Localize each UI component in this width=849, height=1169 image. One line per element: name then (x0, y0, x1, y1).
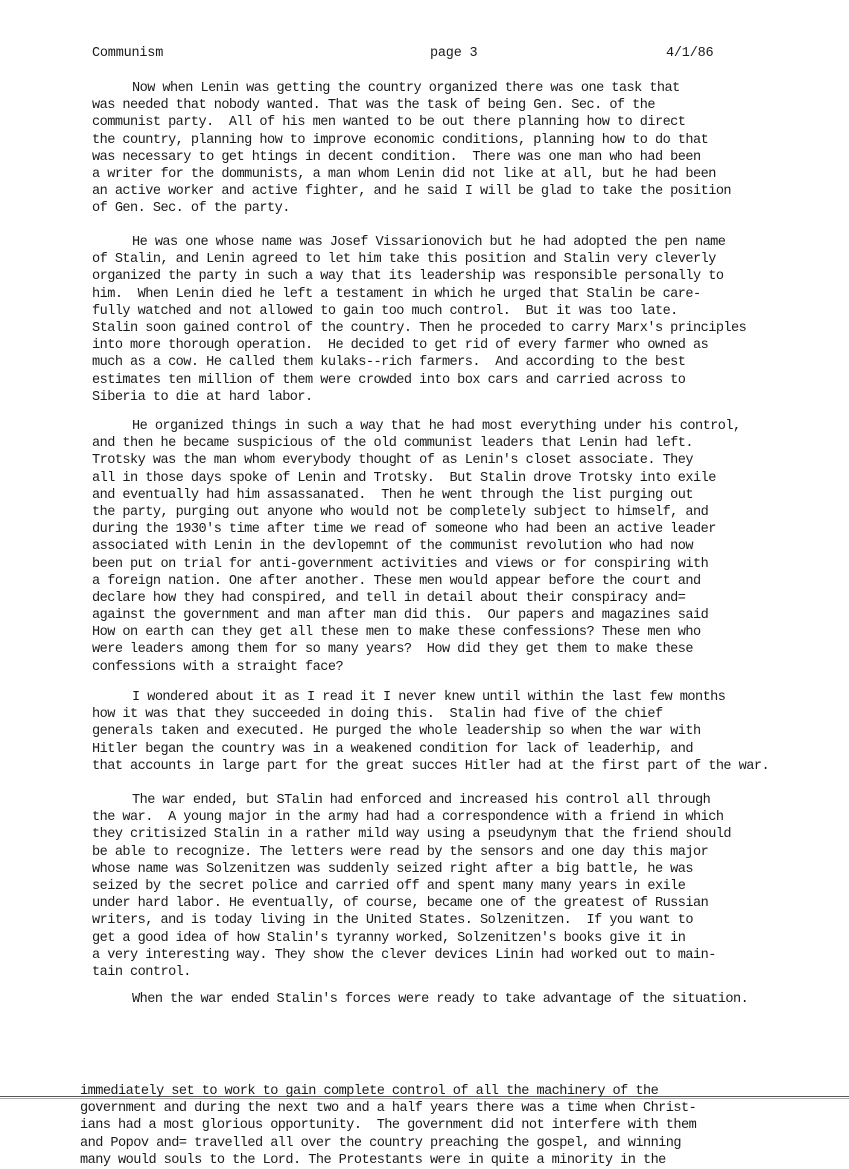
text-line: The war ended, but STalin had enforced and increased his control all through (132, 793, 711, 808)
text-line: I wondered about it as I read it I never knew until within the last few months (132, 690, 726, 705)
text-line: organized the party in such a way that its leadership was responsible personally to (92, 269, 724, 285)
text-line: a very interesting way. They show the clever devices Linin had worked out to main- (92, 947, 716, 963)
text-line: How on earth can they get all these men to make these confessions? These men who (92, 625, 701, 641)
text-line: whose name was Solzenitzen was suddenly seized right after a big battle, he was (92, 861, 693, 877)
text-line: an active worker and active fighter, and he said I will be glad to take the position (92, 184, 732, 200)
text-line: was needed that nobody wanted. That was the task of being Gen. Sec. of the (92, 98, 655, 114)
text-line: against the government and man after man did this. Our papers and magazines said (92, 608, 709, 624)
text-line: He organized things in such a way that he had most everything under his control, (132, 419, 741, 434)
text-line: When the war ended Stalin's forces were ready to take advantage of the situation. (132, 992, 749, 1007)
text-line: during the 1930's time after time we read of someone who had been an active leader (92, 522, 716, 538)
text-line: much as a cow. He called them kulaks--rich farmers. And according to the best (92, 355, 686, 371)
text-line: Now when Lenin was getting the country organized there was one task that (132, 81, 680, 96)
text-line: declare how they had conspired, and tell in detail about their conspiracy and= (92, 590, 686, 606)
text-line: Siberia to die at hard labor. (92, 389, 313, 405)
text-line: were leaders among them for so many years? How did they get them to make these (92, 642, 693, 658)
text-line: be able to recognize. The letters were read by the sensors and one day this major (92, 844, 709, 860)
text-line: the war. A young major in the army had had a correspondence with a friend in which (92, 810, 724, 826)
text-line: He was one whose name was Josef Vissarionovich but he had adopted the pen name (132, 235, 726, 250)
paragraph (92, 418, 741, 676)
text-line: him. When Lenin died he left a testament in which he urged that Stalin be care- (92, 286, 701, 302)
text-line: and Popov and= travelled all over the country preaching the gospel, and winning (80, 1135, 681, 1151)
text-line: been put on trial for anti-government activities and views or for conspiring with (92, 556, 709, 572)
text-line: of Stalin, and Lenin agreed to let him take this position and Stalin very cleverly (92, 252, 716, 268)
text-line: associated with Lenin in the devlopemnt of the communist revolution who had now (92, 539, 693, 555)
text-line: estimates ten million of them were crowded into box cars and carried across to (92, 372, 686, 388)
text-line: many would souls to the Lord. The Protestants were in quite a minority in the (80, 1152, 666, 1168)
text-line: confessions with a straight face? (92, 659, 344, 675)
header-date: 4/1/86 (666, 46, 714, 61)
text-line: get a good idea of how Stalin's tyranny worked, Solzenitzen's books give it in (92, 930, 686, 946)
text-line: ians had a most glorious opportunity. The government did not interfere with them (80, 1118, 697, 1134)
text-line: was necessary to get htings in decent condition. There was one man who had been (92, 149, 701, 165)
text-line: under hard labor. He eventually, of course, became one of the greatest of Russian (92, 896, 709, 912)
text-line: how it was that they succeeded in doing this. Stalin had five of the chief (92, 707, 663, 723)
header-title: Communism (92, 46, 164, 61)
text-line: writers, and is today living in the United States. Solzenitzen. If you want to (92, 913, 693, 929)
text-line: of Gen. Sec. of the party. (92, 201, 290, 217)
text-line: government and during the next two and a half years there was a time when Christ- (80, 1101, 697, 1117)
paragraph (92, 234, 746, 406)
text-line: Trotsky was the man whom everybody thought of as Lenin's closet associate. They (92, 453, 693, 469)
text-line: generals taken and executed. He purged the whole leadership so when the war with (92, 724, 701, 740)
text-line: the party, purging out anyone who would not be completely subject to himself, and (92, 504, 709, 520)
text-line: tain control. (92, 964, 191, 980)
text-line: a writer for the dommunists, a man whom Lenin did not like at all, but he had been (92, 166, 716, 182)
text-line: all in those days spoke of Lenin and Trotsky. But Stalin drove Trotsky into exile (92, 470, 716, 486)
paragraph (92, 80, 731, 218)
text-line: that accounts in large part for the great succes Hitler had at the first part of the war. (92, 758, 770, 774)
text-line: immediately set to work to gain complete control of all the machinery of the (80, 1084, 659, 1099)
paragraph (92, 991, 748, 1008)
paragraph (92, 689, 769, 775)
text-line: and then he became suspicious of the old communist leaders that Lenin had left. (92, 436, 693, 452)
text-line: communist party. All of his men wanted to be out there planning how to direct (92, 115, 686, 131)
text-line: they critisized Stalin in a rather mild way using a pseudynym that the friend should (92, 827, 732, 843)
text-line: Stalin soon gained control of the country. Then he proceded to carry Marx's principles (92, 320, 747, 336)
text-line: Hitler began the country was in a weakened condition for lack of leaderhip, and (92, 741, 693, 757)
header-page-number: page 3 (430, 46, 478, 61)
text-line: a foreign nation. One after another. These men would appear before the court and (92, 573, 701, 589)
text-line: and eventually had him assassanated. Then he went through the list purging out (92, 487, 693, 503)
continuation-paragraph (80, 1083, 696, 1169)
paragraph (92, 792, 731, 981)
text-line: seized by the secret police and carried off and spent many many years in exile (92, 878, 686, 894)
text-line: the country, planning how to improve economic conditions, planning how to do that (92, 132, 709, 148)
text-line: fully watched and not allowed to gain too much control. But it was too late. (92, 303, 678, 319)
text-line: into more thorough operation. He decided to get rid of every farmer who owned as (92, 338, 709, 354)
